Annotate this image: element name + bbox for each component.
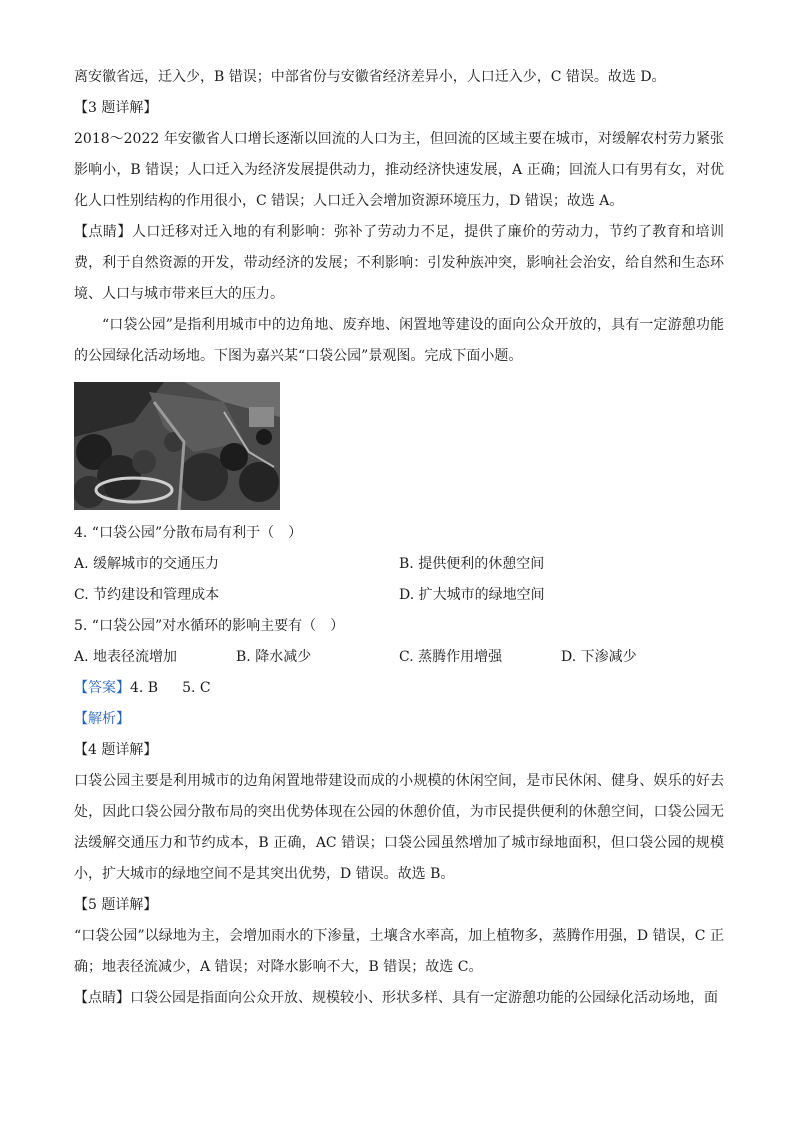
q5-option-d: D. 下渗减少 — [561, 649, 637, 665]
document-page — [74, 62, 724, 1014]
q4-stem: 4. “口袋公园”分散布局有利于（ ） — [74, 525, 303, 541]
q5-detail-header: 【5 题详解】 — [74, 897, 158, 913]
q4-detail-text: 口袋公园主要是利用城市的边角闲置地带建设而成的小规模的休闲空间，是市民休闲、健身、娱乐的好去处，因此口袋公园分散布局的突出优势体现在公园的休憩价值，为市民提供便利的休憩空间，口袋公园无法缓解交通压力和节约成本，B 正确，AC 错误；口袋公园虽然增加了城市绿地面积，但口袋公园的规模小，扩大城市的绿地空间不是其突出优势，D 错误。故选 B。 — [74, 773, 724, 882]
q4-detail-header: 【4 题详解】 — [74, 742, 158, 758]
q5-option-b: B. 降水减少 — [236, 649, 312, 665]
answer-label: 【答案】 — [74, 680, 130, 696]
q5-option-a: A. 地表径流增加 — [74, 649, 178, 665]
pocket-park-photo — [74, 382, 280, 510]
q4-options-row-1 — [74, 549, 724, 580]
q4-option-b: B. 提供便利的休憩空间 — [399, 556, 545, 572]
q5-option-c: C. 蒸腾作用增强 — [399, 649, 503, 665]
text-line: 离安徽省远，迁入少，B 错误；中部省份与安徽省经济差异小，人口迁入少，C 错误。故选 D。 — [74, 69, 666, 85]
q5-options-row — [74, 642, 724, 673]
analysis-label: 【解析】 — [74, 711, 130, 727]
answer-q5: 5. C — [182, 680, 211, 696]
q4-option-a: A. 缓解城市的交通压力 — [74, 556, 220, 572]
tip-paragraph-2: 【点睛】口袋公园是指面向公众开放、规模较小、形状多样、具有一定游憩功能的公园绿化活动场地，面 — [74, 990, 718, 1006]
q3-detail-header: 【3 题详解】 — [74, 100, 158, 116]
q4-option-c: C. 节约建设和管理成本 — [74, 587, 220, 603]
question-intro: “口袋公园”是指利用城市中的边角地、废弃地、闲置地等建设的面向公众开放的，具有一定游憩功能的公园绿化活动场地。下图为嘉兴某“口袋公园”景观图。完成下面小题。 — [74, 317, 724, 364]
answer-line — [74, 673, 724, 704]
q4-option-d: D. 扩大城市的绿地空间 — [399, 587, 545, 603]
q5-stem: 5. “口袋公园”对水循环的影响主要有（ ） — [74, 618, 345, 634]
q5-detail-text: “口袋公园”以绿地为主，会增加雨水的下渗量，土壤含水率高，加上植物多，蒸腾作用强，D 错误，C 正确；地表径流减少，A 错误；对降水影响不大，B 错误；故选 C。 — [74, 928, 724, 975]
q4-options-row-2 — [74, 580, 724, 611]
q3-detail-text: 2018～2022 年安徽省人口增长逐渐以回流的人口为主，但回流的区域主要在城市，对缓解农村劳力紧张影响小，B 错误；人口迁入为经济发展提供动力，推动经济快速发展，A 正确；回流人口有男有女，对优化人口性别结构的作用很小，C 错误；人口迁入会增加资源环境压力，D 错误；故选 A。 — [74, 131, 724, 209]
answer-q4: 4. B — [130, 680, 159, 696]
tip-paragraph-1: 【点睛】人口迁移对迁入地的有利影响：弥补了劳动力不足，提供了廉价的劳动力，节约了教育和培训费，利于自然资源的开发，带动经济的发展；不利影响：引发种族冲突，影响社会治安，给自然和生态环境、人口与城市带来巨大的压力。 — [74, 224, 724, 302]
pocket-park-photo-drawing — [74, 382, 280, 510]
